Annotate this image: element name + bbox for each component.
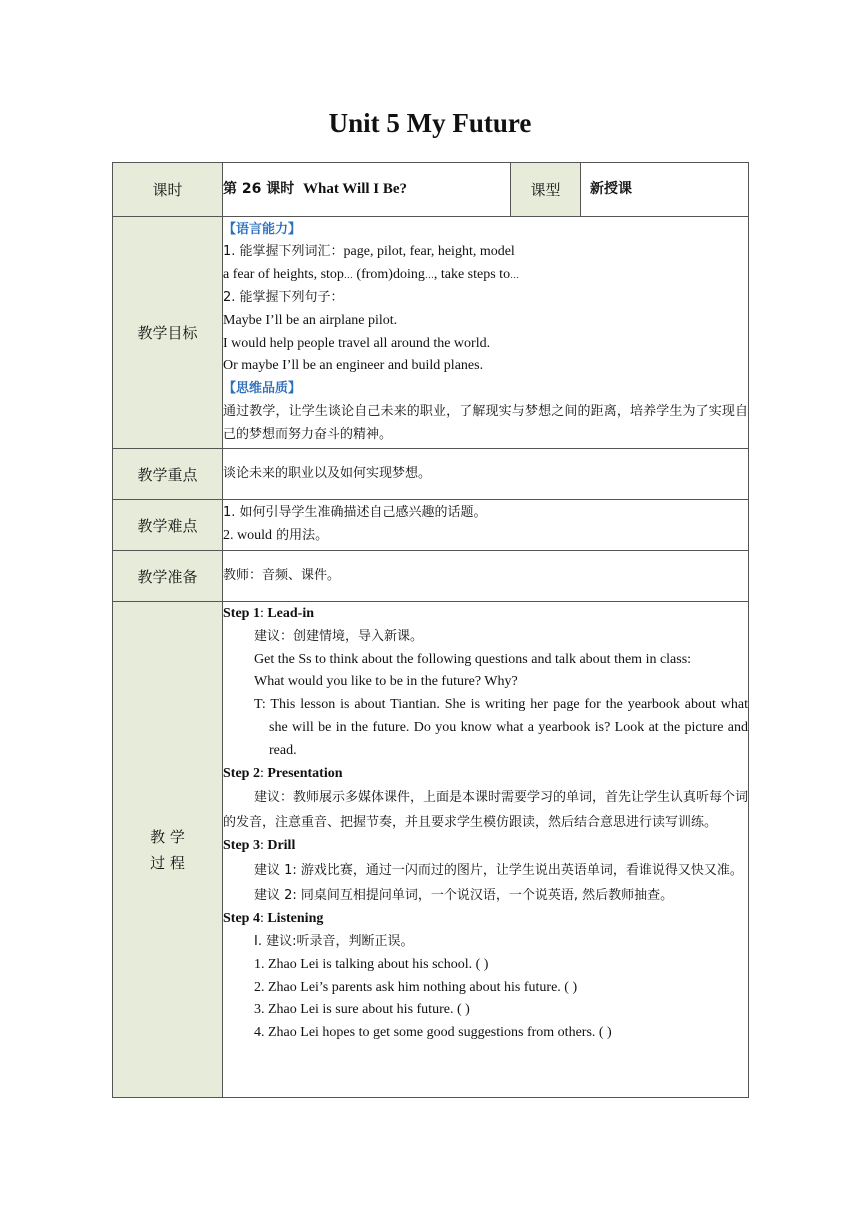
header-row	[113, 163, 749, 217]
vocab-line: 1. 能掌握下列词汇：page, pilot, fear, height, model	[223, 244, 515, 260]
difficulties-row	[113, 500, 749, 551]
key-points-text: 谈论未来的职业以及如何实现梦想。	[223, 465, 432, 481]
step-1-suggestion: 建议：创建情境，导入新课。	[254, 628, 424, 644]
page-title: Unit 5 My Future	[328, 108, 532, 138]
step-3-heading: Step 3: Drill	[223, 838, 296, 854]
difficulty-1: 1. 如何引导学生准确描述自己感兴趣的话题。	[223, 505, 487, 521]
difficulty-2: 2. would 的用法。	[223, 528, 329, 543]
step-2-heading: Step 2: Presentation	[223, 765, 343, 781]
objectives-label: 教学目标	[113, 217, 223, 449]
objectives-content	[223, 217, 749, 449]
objectives-row	[113, 217, 749, 449]
type-text: 新授课	[590, 180, 632, 197]
lesson-label: 课时	[113, 163, 223, 217]
sentence-1: Maybe I’ll be an airplane pilot.	[223, 312, 398, 328]
step-3-text-2: 建议 2: 同桌间互相提问单词，一个说汉语，一个说英语, 然后教师抽查。	[254, 888, 674, 904]
lesson-number: 第 26 课时	[223, 181, 295, 198]
lesson-cell	[223, 163, 511, 217]
step-1-heading: Step 1: Lead-in	[223, 606, 315, 621]
step-3-text-1: 建议 1: 游戏比赛，通过一闪而过的图片，让学生说出英语单词，看谁说得又快又准。	[254, 863, 743, 879]
preparation-label: 教学准备	[113, 551, 223, 602]
sentence-heading: 2. 能掌握下列句子：	[223, 289, 344, 305]
type-label: 课型	[511, 163, 581, 217]
question-3: 3. Zhao Lei is sure about his future. ( )	[254, 1002, 470, 1018]
question-2: 2. Zhao Lei’s parents ask him nothing about his future. ( )	[254, 979, 578, 995]
step-1-line-3: T: This lesson is about Tiantian. She is writing her page for the yearbook about what she will be in the future. Do you know what a yearbook is? Look at the picture and read.	[254, 697, 748, 758]
step-2-text: 建议：教师展示多媒体课件，上面是本课时需要学习的单词，首先让学生认真听每个词的发音，注意重音、把握节奏，并且要求学生模仿跟读，然后结合意思进行读写训练。	[223, 790, 749, 831]
preparation-row	[113, 551, 749, 602]
type-value	[581, 163, 749, 217]
lesson-plan-table	[112, 162, 749, 1098]
phrase-line: a fear of heights, stop… (from)doing…, take steps to…	[223, 267, 520, 283]
lesson-title: What Will I Be?	[302, 181, 408, 198]
sentence-3: Or maybe I’ll be an engineer and build planes.	[223, 358, 484, 374]
process-label: 教 学 过 程	[113, 602, 223, 1098]
step-4-intro: Ⅰ. 建议:听录音，判断正误。	[254, 933, 414, 949]
step-4-heading: Step 4: Listening	[223, 911, 324, 927]
sentence-2: I would help people travel all around the world.	[223, 335, 491, 351]
difficulties-label: 教学难点	[113, 500, 223, 551]
step-1-line-1: Get the Ss to think about the following questions and talk about them in class:	[254, 651, 692, 667]
step-1-line-2: What would you like to be in the future? Why?	[254, 674, 518, 690]
preparation-text: 教师：音频、课件。	[223, 567, 341, 583]
question-1: 1. Zhao Lei is talking about his school. ( )	[254, 956, 489, 972]
key-points-row	[113, 449, 749, 500]
question-4: 4. Zhao Lei hopes to get some good suggestions from others. ( )	[254, 1025, 612, 1041]
process-row	[113, 602, 749, 1098]
process-content	[223, 602, 749, 1098]
key-points-label: 教学重点	[113, 449, 223, 500]
thinking-quality-heading: 【思维品质】	[223, 381, 302, 397]
language-ability-heading: 【语言能力】	[223, 221, 302, 237]
thinking-text: 通过教学，让学生谈论自己未来的职业，了解现实与梦想之间的距离，培养学生为了实现自己的梦想而努力奋斗的精神。	[223, 403, 748, 442]
